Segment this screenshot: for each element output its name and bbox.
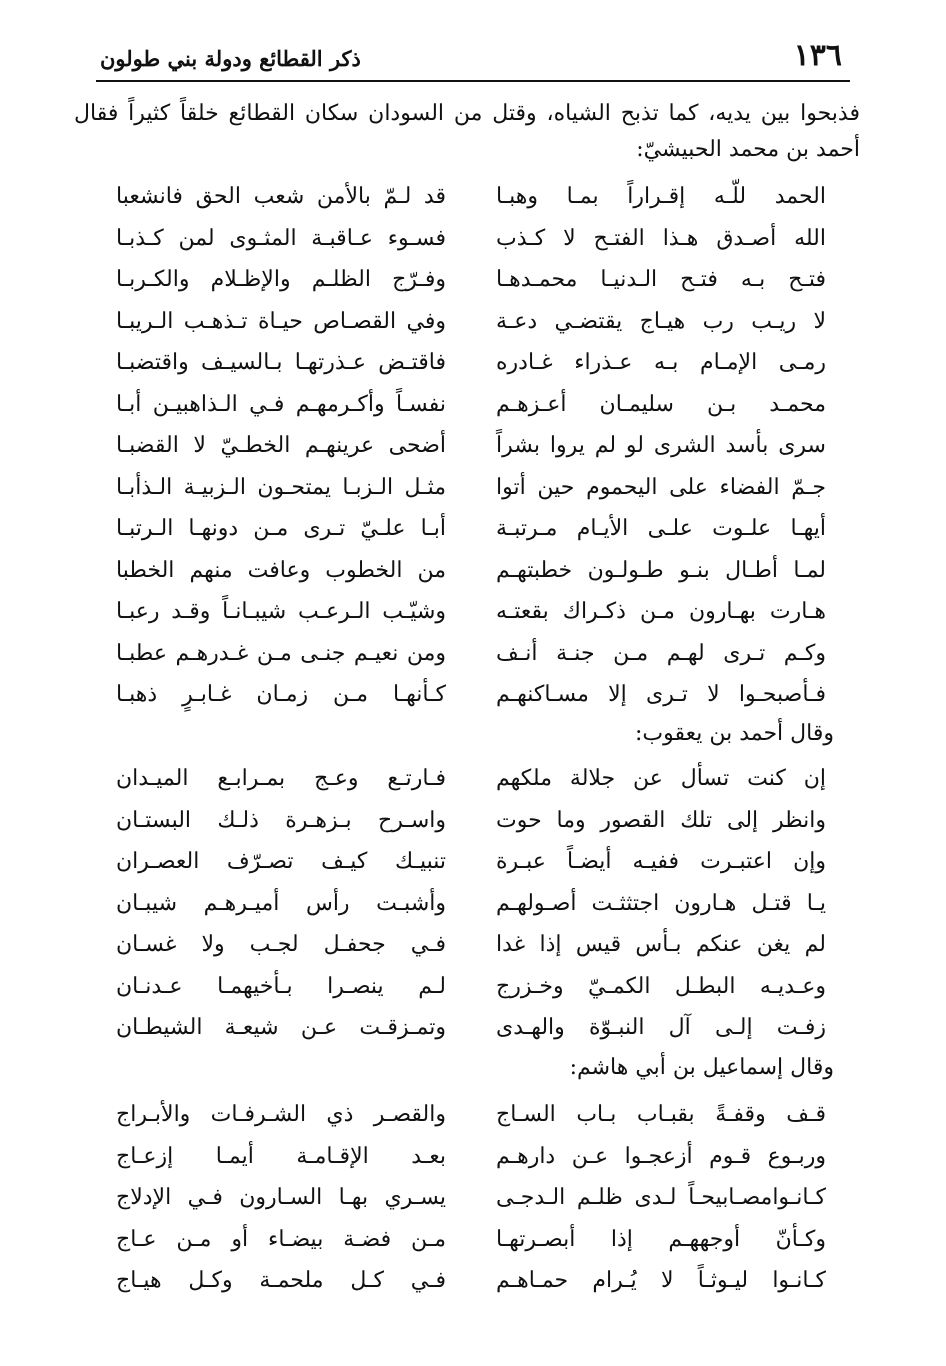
second-hemistich: وأشبـت رأس أميـرهـم شيبـان bbox=[116, 890, 446, 916]
second-hemistich: وفـرّج الظلـم والإظـلام والكـربـا bbox=[116, 267, 446, 292]
poem-ismail-ibn-abi-hashim bbox=[96, 1094, 850, 1302]
verse-line bbox=[96, 800, 850, 842]
verse-line bbox=[96, 633, 850, 675]
first-hemistich: لم يغن عنكم بـأس قيس إذا غدا bbox=[496, 932, 826, 957]
verse-line bbox=[96, 1219, 850, 1261]
verse-line bbox=[96, 218, 850, 260]
attribution-ismail-ibn-abi-hashim: وقال إسماعيل بن أبي هاشم: bbox=[569, 1055, 834, 1080]
second-hemistich: مثـل الـزبـا يمتحـون الـزبيـة الـذأبـا bbox=[116, 474, 446, 500]
second-hemistich: فـي كـل ملحمـة وكـل هيـاج bbox=[116, 1268, 446, 1293]
second-hemistich: فاقتـض عـذرتهـا بـالسيـف واقتضبـا bbox=[116, 350, 446, 375]
page-number: ١٣٦ bbox=[793, 38, 842, 73]
verse-line bbox=[96, 841, 850, 883]
verse-line bbox=[96, 1136, 850, 1178]
second-hemistich: أضحى عرينهـم الخطـيّ لا القضبـا bbox=[116, 433, 446, 458]
second-hemistich: لـم ينصـرا بـأخيهمـا عـدنـان bbox=[116, 973, 446, 999]
second-hemistich: بعـد الإقـامـة أيمـا إزعـاج bbox=[116, 1143, 446, 1169]
first-hemistich: جـمّ الفضاء على اليحموم حين أتوا bbox=[496, 474, 826, 500]
verse-line bbox=[96, 550, 850, 592]
second-hemistich: واسـرح بـزهـرة ذلـك البستـان bbox=[116, 807, 446, 833]
first-hemistich: محمـد بـن سليمـان أعـزهـم bbox=[496, 391, 826, 417]
verse-line bbox=[96, 342, 850, 384]
verse-line bbox=[96, 1094, 850, 1136]
verse-line bbox=[96, 1007, 850, 1049]
second-hemistich: قد لـمّ بالأمن شعب الحق فانشعبا bbox=[116, 184, 446, 209]
first-hemistich: وانظر إلى تلك القصور وما حوت bbox=[496, 807, 826, 833]
poem-habishi bbox=[96, 176, 850, 716]
second-hemistich: فسـوء عـاقبـة المثـوى لمن كـذبـا bbox=[116, 225, 446, 251]
second-hemistich: فـارتـع وعـج بمـرابـع الميـدان bbox=[116, 766, 446, 791]
verse-line bbox=[96, 883, 850, 925]
second-hemistich: كـأنهـا مـن زمـان غـابـرٍ ذهبـا bbox=[116, 682, 446, 707]
first-hemistich: فتـح بـه فتـح الـدنيـا محمـدهـا bbox=[496, 267, 826, 292]
second-hemistich: فـي جحفـل لجـب ولا غسـان bbox=[116, 932, 446, 957]
attribution-ahmad-ibn-yaqub: وقال أحمد بن يعقوب: bbox=[634, 721, 834, 746]
verse-line bbox=[96, 425, 850, 467]
verse-line bbox=[96, 674, 850, 716]
first-hemistich: لمـا أطـال بنـو طـولـون خطبتهـم bbox=[496, 557, 826, 583]
first-hemistich: كـانـوامصـابيحـاً لـدى ظلـم الـدجـى bbox=[496, 1185, 826, 1210]
first-hemistich: إن كنت تسأل عن جلالة ملكهم bbox=[496, 766, 826, 791]
first-hemistich: أيهـا علـوت علـى الأيـام مـرتبـة bbox=[496, 516, 826, 541]
verse-line bbox=[96, 966, 850, 1008]
second-hemistich: والقصـر ذي الشـرفـات والأبـراج bbox=[116, 1102, 446, 1127]
first-hemistich: وعـديـه البطـل الكمـيّ وخـزرج bbox=[496, 973, 826, 999]
verse-line bbox=[96, 758, 850, 800]
first-hemistich: فـأصبحـوا لا تـرى إلا مسـاكنهـم bbox=[496, 682, 826, 707]
first-hemistich: يـا قتـل هـارون اجتثثـت أصـولهـم bbox=[496, 890, 826, 916]
second-hemistich: يسـري بهـا السـارون فـي الإدلاج bbox=[116, 1185, 446, 1210]
first-hemistich: زفـت إلـى آل النبـوّة والهـدى bbox=[496, 1015, 826, 1040]
first-hemistich: وكـم تـرى لهـم مـن جنـة أنـف bbox=[496, 640, 826, 666]
first-hemistich: قـف وقفـةً بقبـاب بـاب السـاج bbox=[496, 1102, 826, 1127]
running-header bbox=[96, 36, 850, 82]
verse-line bbox=[96, 301, 850, 343]
first-hemistich: سرى بأسد الشرى لو لم يروا بشراً bbox=[496, 433, 826, 458]
verse-line bbox=[96, 259, 850, 301]
first-hemistich: هـارت بهـارون مـن ذكـراك بقعتـه bbox=[496, 599, 826, 624]
first-hemistich: كـانـوا ليـوثـاً لا يُـرام حمـاهـم bbox=[496, 1268, 826, 1293]
second-hemistich: مـن فضـة بيضـاء أو مـن عـاج bbox=[116, 1226, 446, 1252]
first-hemistich: رمـى الإمـام بـه عـذراء غـادره bbox=[496, 350, 826, 375]
first-hemistich: لا ريـب رب هيـاج يقتضـي دعـة bbox=[496, 308, 826, 334]
verse-line bbox=[96, 467, 850, 509]
verse-line bbox=[96, 591, 850, 633]
second-hemistich: وفي القصـاص حيـاة تـذهـب الـريبـا bbox=[116, 308, 446, 334]
intro-paragraph: فذبحوا بين يديه، كما تذبح الشياه، وقتل من السودان سكان القطائع خلقاً كثيراً فقال أحمد بن محمد الحبيشيّ: bbox=[74, 101, 860, 162]
second-hemistich: أبـا علـيّ تـرى مـن دونهـا الـرتبـا bbox=[116, 516, 446, 541]
poem-ahmad-ibn-yaqub bbox=[96, 758, 850, 1049]
second-hemistich: وشيّـب الـرعـب شيبـانـاً وقـد رعبـا bbox=[116, 599, 446, 624]
first-hemistich: وإن اعتبـرت ففيـه أيضـاً عبـرة bbox=[496, 849, 826, 874]
first-hemistich: وربـوع قـوم أزعجـوا عـن دارهـم bbox=[496, 1143, 826, 1169]
first-hemistich: الحمد للّـه إقـراراً بمـا وهبـا bbox=[496, 184, 826, 209]
verse-line bbox=[96, 384, 850, 426]
second-hemistich: نفسـاً وأكـرمهـم فـي الـذاهبيـن أبـا bbox=[116, 391, 446, 417]
verse-line bbox=[96, 924, 850, 966]
running-title: ذكر القطائع ودولة بني طولون bbox=[100, 46, 361, 71]
verse-line bbox=[96, 176, 850, 218]
second-hemistich: ومن نعيـم جنـى مـن غـدرهـم عطبـا bbox=[116, 640, 446, 666]
first-hemistich: وكـأنّ أوجههـم إذا أبصـرتهـا bbox=[496, 1226, 826, 1252]
first-hemistich: الله أصـدق هـذا الفتـح لا كـذب bbox=[496, 225, 826, 251]
second-hemistich: تنبيـك كيـف تصـرّف العصـران bbox=[116, 849, 446, 874]
second-hemistich: وتمـزقـت عـن شيعـة الشيطـان bbox=[116, 1015, 446, 1040]
verse-line bbox=[96, 508, 850, 550]
verse-line bbox=[96, 1177, 850, 1219]
verse-line bbox=[96, 1260, 850, 1302]
second-hemistich: من الخطوب وعافت منهم الخطبا bbox=[116, 557, 446, 583]
